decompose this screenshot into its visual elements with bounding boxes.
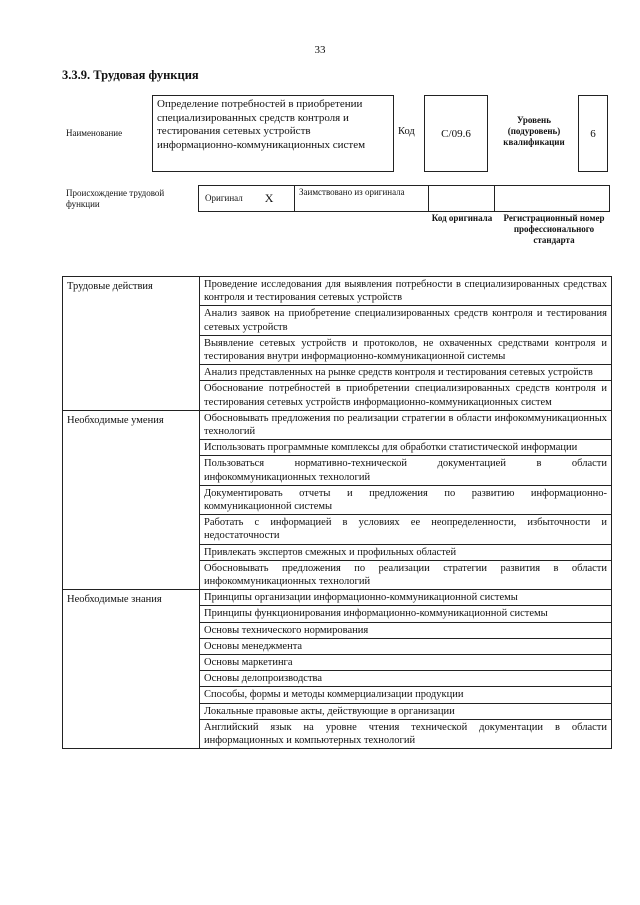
table-cell-item: Привлекать экспертов смежных и профильных областей bbox=[200, 544, 612, 560]
table-row bbox=[63, 590, 612, 606]
qualification-level-value: 6 bbox=[578, 95, 608, 172]
table-cell-item: Использовать программные комплексы для обработки статистической информации bbox=[200, 440, 612, 456]
table-cell-item: Принципы организации информационно-коммуникационной системы bbox=[200, 590, 612, 606]
table-cell-item: Выявление сетевых устройств и протоколов, не охваченных средствами контроля и тестирования внутри информационно-коммуникационной системы bbox=[200, 335, 612, 364]
category-label: Трудовые действия bbox=[63, 277, 200, 411]
registration-number-cell bbox=[495, 186, 609, 211]
table-cell-item: Основы технического нормирования bbox=[200, 622, 612, 638]
table-cell-item: Способы, формы и методы коммерциализации продукции bbox=[200, 687, 612, 703]
origin-label: Происхождение трудовой функции bbox=[66, 188, 165, 209]
page-number: 33 bbox=[314, 44, 326, 56]
table-cell-item: Основы маркетинга bbox=[200, 655, 612, 671]
original-code-caption: Код оригинала bbox=[431, 213, 493, 223]
name-label: Наименование bbox=[66, 128, 123, 138]
table-cell-item: Проведение исследования для выявления потребности в специализированных средствах контроля и тестирования сетевых устройств bbox=[200, 277, 612, 306]
table-cell-item: Пользоваться нормативно-технической документацией в области инфокоммуникационных технологий bbox=[200, 456, 612, 485]
table-cell-item: Анализ представленных на рынке средств контроля и тестирования сетевых устройств bbox=[200, 365, 612, 381]
qualification-level-label: Уровень (подуровень) квалификации bbox=[503, 115, 565, 147]
table-cell-item: Обосновывать предложения по реализации стратегии развития в области инфокоммуникационных технологий bbox=[200, 560, 612, 589]
origin-table bbox=[198, 185, 610, 212]
original-cell bbox=[199, 186, 295, 211]
table-cell-item: Документировать отчеты и предложения по развитию информационно-коммуникационной системы bbox=[200, 485, 612, 514]
table-cell-item: Основы делопроизводства bbox=[200, 671, 612, 687]
table-cell-item: Работать с информацией в условиях ее неопределенности, избыточности и недостаточности bbox=[200, 515, 612, 544]
table-row bbox=[63, 277, 612, 306]
function-name-value: Определение потребностей в приобретении специализированных средств контроля и тестирования сетевых устройств информационно-коммуникационных систем bbox=[152, 95, 394, 172]
table-cell-item: Локальные правовые акты, действующие в организации bbox=[200, 703, 612, 719]
borrowed-label: Заимствовано из оригинала bbox=[295, 186, 429, 211]
code-label: Код bbox=[398, 126, 415, 137]
table-cell-item: Принципы функционирования информационно-коммуникационной системы bbox=[200, 606, 612, 622]
original-label: Оригинал bbox=[205, 193, 243, 203]
original-mark: X bbox=[264, 191, 274, 205]
table-row bbox=[63, 410, 612, 439]
original-code-cell bbox=[429, 186, 495, 211]
table-cell-item: Обосновывать предложения по реализации стратегии в области инфокоммуникационных технологий bbox=[200, 410, 612, 439]
table-cell-item: Обоснование потребностей в приобретении специализированных средств контроля и тестирования сетевых устройств информационно-коммуникационных систем bbox=[200, 381, 612, 410]
category-label: Необходимые знания bbox=[63, 590, 200, 749]
category-label: Необходимые умения bbox=[63, 410, 200, 589]
table-cell-item: Анализ заявок на приобретение специализированных средств контроля и тестирования сетевых устройств bbox=[200, 306, 612, 335]
competency-table bbox=[62, 276, 612, 749]
table-cell-item: Основы менеджмента bbox=[200, 638, 612, 654]
code-value: C/09.6 bbox=[424, 95, 488, 172]
registration-number-caption: Регистрационный номер профессионального стандарта bbox=[503, 213, 605, 245]
section-title: 3.3.9. Трудовая функция bbox=[62, 68, 199, 82]
table-cell-item: Английский язык на уровне чтения технической документации в области информационных и компьютерных технологий bbox=[200, 719, 612, 748]
